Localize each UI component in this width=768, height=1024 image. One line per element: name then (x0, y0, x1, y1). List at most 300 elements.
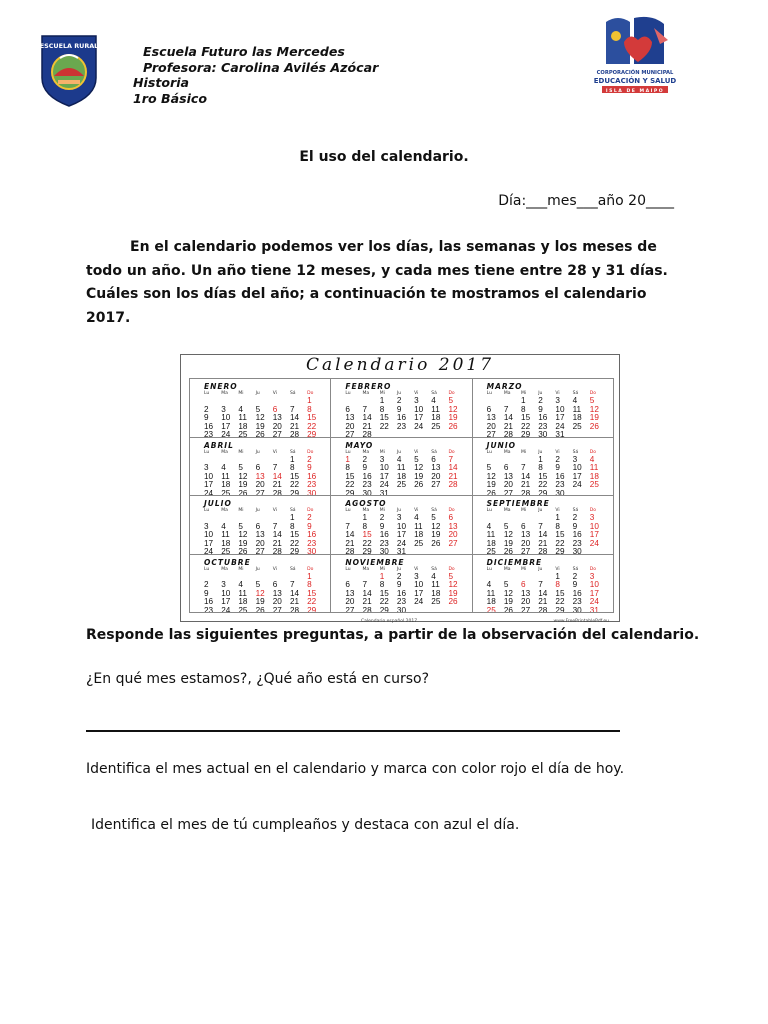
calendar-day: 2 (307, 513, 312, 522)
calendar-day: 4 (431, 571, 436, 581)
calendar-day: 7 (448, 454, 454, 464)
calendar-day: 2 (538, 396, 543, 405)
calendar-day: 27 (272, 605, 282, 613)
calendar-day: 3 (589, 571, 595, 581)
question-2: Identifica el mes actual en el calendario y marca con color rojo el día de hoy. (86, 761, 625, 777)
calendar-day: 12 (448, 580, 458, 590)
calendar-day: 27 (503, 488, 513, 496)
weekday-header: Mi (238, 449, 244, 455)
calendar-day: 9 (307, 463, 312, 473)
calendar-day: 6 (255, 521, 261, 531)
weekday-header: Lu (345, 566, 351, 572)
calendar-day: 18 (414, 530, 424, 540)
weekday-header: Ju (538, 508, 543, 513)
calendar-day: 28 (362, 430, 372, 438)
calendar-day: 3 (379, 454, 385, 464)
calendar-day: 18 (589, 471, 599, 481)
calendar-day: 18 (486, 597, 496, 607)
calendar-day: 10 (589, 580, 599, 590)
weekday-header: Lu (486, 566, 492, 572)
calendar-day: 24 (204, 547, 214, 555)
calendar-day: 21 (503, 421, 513, 431)
calendar-day: 14 (448, 463, 458, 473)
month-name: OCTUBRE (204, 557, 251, 567)
weekday-header: Lu (345, 449, 351, 455)
school-logo (40, 34, 98, 108)
weekday-header: Do (307, 391, 314, 396)
calendar-day: 27 (255, 547, 265, 555)
calendar-day: 26 (255, 605, 265, 613)
calendar-day: 18 (431, 588, 441, 598)
calendar-day: 13 (486, 413, 496, 423)
calendar-day: 9 (362, 463, 368, 473)
calendar-day: 20 (486, 421, 496, 431)
question-1: ¿En qué mes estamos?, ¿Qué año está en curso? (86, 671, 430, 687)
question-3: Identifica el mes de tú cumpleaños y destaca con azul el día. (91, 817, 520, 833)
weekday-header: Lu (204, 391, 210, 396)
calendar-day: 21 (272, 480, 282, 490)
calendar-day: 8 (345, 463, 350, 473)
calendar-day: 25 (414, 538, 424, 548)
weekday-header: Ju (255, 391, 260, 396)
calendar-month (190, 555, 331, 614)
weekday-header: Vi (555, 508, 560, 513)
calendar-day: 27 (255, 488, 265, 496)
calendar-day: 31 (379, 488, 389, 496)
calendar-day: 14 (538, 588, 548, 598)
calendar-day: 23 (572, 538, 582, 548)
calendar-day: 24 (555, 421, 565, 431)
weekday-header: Lu (486, 508, 492, 513)
weekday-header: Vi (414, 566, 419, 572)
calendar-day: 14 (272, 530, 282, 540)
calendar-day: 11 (572, 404, 582, 414)
date-line: Día:___mes___año 20____ (498, 193, 674, 209)
calendar-day: 28 (503, 430, 513, 438)
calendar-day: 26 (503, 605, 513, 613)
grade: 1ro Básico (133, 90, 208, 106)
weekday-header: Lu (486, 449, 492, 455)
calendar-day: 9 (379, 521, 385, 531)
calendar-day: 2 (362, 454, 368, 464)
calendar-day: 8 (307, 580, 312, 590)
calendar-day: 1 (555, 571, 560, 581)
school-name: Escuela Futuro las Mercedes (143, 44, 345, 59)
calendar-day: 17 (414, 413, 424, 423)
calendar-day: 8 (555, 521, 560, 531)
calendar-day: 16 (307, 530, 317, 540)
calendar-month (190, 379, 331, 438)
weekday-header: Do (448, 449, 455, 455)
calendar-day: 11 (431, 580, 440, 590)
calendar-title: Calendario 2017 (305, 355, 495, 375)
calendar-day: 23 (555, 480, 565, 490)
calendar-day: 27 (521, 547, 531, 555)
calendar-day: 9 (538, 404, 543, 414)
month-name: ENERO (204, 382, 238, 391)
calendar-day: 11 (414, 521, 423, 531)
calendar-day: 19 (503, 597, 513, 607)
weekday-header: Mi (238, 508, 244, 513)
calendar-day: 20 (448, 530, 458, 540)
weekday-header: Vi (414, 391, 419, 396)
calendar-day: 11 (238, 413, 247, 423)
calendar-day: 12 (431, 521, 441, 531)
calendar-footer-center: Calendario español 2017 (361, 619, 418, 624)
calendar-day: 30 (538, 430, 548, 438)
calendar-day: 25 (238, 430, 248, 438)
week-row (345, 607, 465, 613)
month-name: MAYO (345, 440, 374, 450)
calendar-empty-cell (431, 607, 448, 613)
calendar-day: 27 (486, 430, 496, 438)
calendar-day: 12 (503, 588, 513, 598)
calendar-day: 7 (345, 521, 350, 531)
calendar-day: 28 (345, 547, 355, 555)
calendar-day: 14 (538, 530, 548, 540)
calendar-day: 30 (307, 547, 317, 555)
calendar-day: 21 (272, 538, 282, 548)
calendar-day: 1 (289, 454, 295, 464)
calendar-day: 30 (362, 488, 372, 496)
weekday-header: Ju (396, 391, 402, 396)
calendar-day: 6 (272, 580, 278, 590)
weekday-header: Vi (414, 508, 419, 513)
calendar-day: 4 (486, 580, 492, 590)
calendar-day: 16 (204, 597, 214, 607)
calendar-day: 5 (414, 454, 419, 464)
calendar-day: 25 (221, 547, 231, 555)
calendar-day: 4 (414, 513, 419, 522)
calendar-day: 22 (379, 421, 389, 431)
calendar-day: 14 (362, 413, 372, 423)
calendar-day: 17 (396, 530, 406, 540)
calendar-day: 13 (521, 588, 531, 598)
calendar-day: 9 (555, 463, 560, 473)
calendar-day: 14 (362, 588, 372, 598)
weekday-header: Do (307, 566, 314, 572)
calendar-day: 4 (486, 521, 492, 531)
weekday-header: Sá (431, 566, 437, 572)
calendar-day: 28 (538, 547, 548, 555)
calendar-day: 17 (221, 597, 231, 607)
calendar-day: 20 (521, 597, 531, 607)
weekday-header: Mi (238, 391, 244, 396)
calendar-day: 15 (307, 413, 317, 423)
calendar-day: 27 (448, 538, 458, 548)
calendar-day: 3 (396, 513, 402, 522)
calendar-day: 21 (362, 421, 372, 431)
weekday-header: Do (589, 508, 596, 513)
weekday-header: Mi (379, 508, 385, 513)
weekday-header: Ma (221, 449, 228, 455)
calendar-day: 9 (572, 580, 578, 590)
calendar-day: 20 (503, 480, 513, 490)
calendar-day: 24 (396, 538, 406, 548)
calendar-day: 8 (555, 580, 560, 590)
calendar-day: 25 (238, 605, 248, 613)
calendar-day: 11 (238, 588, 247, 598)
calendar-month (473, 438, 614, 497)
calendar-day: 19 (414, 471, 424, 481)
calendar-day: 22 (379, 597, 389, 607)
calendar-grid (189, 378, 614, 613)
week-row (487, 607, 607, 613)
calendar-day: 2 (572, 513, 578, 522)
calendar-day: 15 (521, 413, 531, 423)
calendar-day: 23 (204, 430, 214, 438)
calendar-day: 30 (572, 547, 582, 555)
calendar-day: 17 (572, 471, 582, 481)
calendar-day: 3 (414, 396, 419, 405)
calendar-day: 23 (396, 597, 406, 607)
weekday-header: Mi (521, 566, 527, 572)
calendar-day: 26 (448, 597, 458, 607)
month-name: AGOSTO (345, 499, 387, 508)
month-name: FEBRERO (345, 382, 392, 391)
calendar-day: 19 (448, 413, 458, 423)
calendar-day: 19 (431, 530, 441, 540)
calendar-day: 2 (396, 396, 402, 405)
month-name: DICIEMBRE (486, 557, 543, 567)
weekday-header: Mi (238, 566, 244, 572)
month-name: MARZO (486, 382, 523, 391)
weekday-header: Vi (272, 566, 277, 572)
weekday-header: Do (448, 508, 455, 513)
calendar-day: 15 (362, 530, 372, 540)
calendar-day: 4 (431, 396, 436, 405)
calendar-day: 24 (414, 597, 424, 607)
weekday-header: Vi (272, 391, 277, 396)
calendar-day: 7 (272, 521, 278, 531)
calendar-day: 2 (204, 580, 209, 590)
calendar-day: 1 (307, 571, 312, 581)
calendar-day: 15 (289, 530, 300, 540)
calendar-day: 2 (379, 513, 385, 522)
calendar-day: 18 (238, 421, 248, 431)
calendar-day: 1 (521, 396, 526, 405)
calendar-day: 19 (238, 480, 248, 490)
calendar-day: 7 (503, 404, 509, 414)
calendar-day: 28 (289, 605, 300, 613)
calendar-day: 14 (521, 471, 531, 481)
calendar-day: 16 (204, 421, 214, 431)
calendar-day: 16 (538, 413, 548, 423)
calendar-day: 4 (221, 521, 226, 531)
calendar-day: 6 (521, 521, 526, 531)
calendar-day: 12 (414, 463, 424, 473)
calendar-day: 24 (572, 480, 582, 490)
calendar-day: 2 (307, 454, 312, 464)
calendar-day: 6 (521, 580, 526, 590)
calendar-day: 23 (307, 538, 317, 548)
calendar-day: 9 (396, 580, 402, 590)
calendar-day: 6 (272, 404, 278, 414)
calendar-day: 21 (538, 538, 548, 548)
calendar-month (331, 496, 472, 555)
calendar-day: 26 (414, 480, 424, 490)
calendar-day: 14 (345, 530, 355, 540)
calendar-day: 12 (503, 530, 513, 540)
calendar-day: 21 (448, 471, 458, 481)
weekday-header: Vi (272, 449, 277, 455)
weekday-header: Ma (503, 508, 511, 513)
weekday-header: Sá (431, 508, 437, 513)
calendar-day: 15 (538, 471, 548, 481)
calendar-month (331, 379, 472, 438)
calendar-day: 24 (221, 605, 231, 613)
calendar-day: 13 (255, 530, 265, 540)
weekday-header: Lu (345, 391, 351, 396)
calendar-day: 1 (555, 513, 560, 522)
calendar-day: 13 (503, 471, 513, 481)
subject: Historia (133, 75, 190, 90)
calendar-day: 28 (272, 488, 282, 496)
calendar-day: 4 (221, 463, 226, 473)
calendar-day: 9 (204, 588, 209, 598)
calendar-day: 26 (255, 430, 265, 438)
calendar-day: 29 (521, 430, 531, 438)
calendar-day: 9 (572, 521, 578, 531)
calendar-day: 3 (221, 580, 226, 590)
calendar-day: 31 (555, 430, 565, 438)
calendar-day: 16 (396, 413, 406, 423)
calendar-day: 5 (589, 396, 595, 405)
calendar-footer-url: www.FreePrintablePdf.eu (553, 619, 609, 624)
weekday-header: Lu (204, 508, 210, 513)
calendar-day: 3 (572, 454, 578, 464)
weekday-header: Ma (503, 449, 511, 455)
weekday-header: Vi (555, 449, 560, 455)
calendar-day: 17 (204, 480, 214, 490)
weekday-header: Ju (538, 449, 543, 455)
calendar-2017-image (180, 354, 620, 622)
calendar-day: 30 (572, 605, 582, 613)
weekday-header: Ma (362, 391, 370, 396)
calendar-day: 17 (379, 471, 389, 481)
calendar-day: 24 (589, 597, 599, 607)
calendar-day: 25 (396, 480, 406, 490)
calendar-day: 4 (238, 404, 243, 414)
calendar-month (473, 496, 614, 555)
calendar-day: 27 (431, 480, 441, 490)
weekday-header: Do (589, 391, 596, 396)
calendar-day: 10 (555, 404, 565, 414)
weekday-header: Ma (362, 566, 370, 572)
calendar-day: 5 (448, 396, 454, 405)
calendar-day: 6 (503, 463, 509, 473)
calendar-day: 11 (589, 463, 599, 473)
weekday-header: Ju (538, 566, 543, 572)
calendar-day: 7 (538, 580, 543, 590)
calendar-day: 30 (379, 547, 389, 555)
calendar-day: 29 (555, 547, 565, 555)
calendar-day: 24 (589, 538, 599, 548)
page-title: El uso del calendario. (299, 149, 469, 165)
calendar-day: 5 (238, 521, 243, 531)
calendar-day: 6 (345, 580, 350, 590)
calendar-day: 30 (307, 488, 317, 496)
calendar-day: 8 (289, 463, 295, 473)
calendar-day: 29 (289, 547, 300, 555)
calendar-day: 21 (521, 480, 531, 490)
calendar-day: 19 (503, 538, 513, 548)
weekday-header: Do (307, 508, 314, 513)
weekday-header: Ju (255, 566, 260, 572)
weekday-header: Do (448, 391, 455, 396)
weekday-header: Mi (521, 449, 527, 455)
calendar-day: 14 (503, 413, 513, 423)
calendar-day: 14 (289, 413, 300, 423)
calendar-day: 22 (289, 480, 300, 490)
calendar-day: 26 (448, 421, 458, 431)
calendar-day: 15 (555, 530, 565, 540)
calendar-day: 29 (555, 605, 565, 613)
weekday-header: Ju (255, 508, 260, 513)
calendar-day: 13 (272, 413, 282, 423)
calendar-day: 25 (589, 480, 599, 490)
weekday-header: Ju (255, 449, 260, 455)
month-name: JUNIO (486, 440, 516, 450)
calendar-day: 31 (589, 605, 599, 613)
calendar-day: 9 (307, 521, 312, 531)
calendar-day: 4 (589, 454, 595, 464)
calendar-day: 12 (589, 404, 599, 414)
calendar-month (331, 438, 472, 497)
intro-text: En el calendario podemos ver los días, las semanas y los meses de todo un año. Un año tiene 12 meses, y cada mes tiene entre 28 y 31 días. Cuáles son los días del año; a continuación te mostramos el calendario 2017. (86, 239, 668, 326)
weekday-header: Ju (396, 566, 402, 572)
calendar-month (473, 555, 614, 614)
calendar-day: 18 (431, 413, 441, 423)
calendar-day: 17 (555, 413, 565, 423)
calendar-day: 6 (345, 404, 350, 414)
weekday-header: Ma (221, 391, 228, 396)
teacher-name: Profesora: Carolina Avilés Azócar (143, 59, 379, 75)
calendar-day: 10 (204, 530, 214, 540)
questions-heading: Responde las siguientes preguntas, a partir de la observación del calendario. (86, 627, 700, 643)
calendar-month (473, 379, 614, 438)
calendar-day: 6 (431, 454, 436, 464)
calendar-day: 25 (572, 421, 582, 431)
weekday-header: Ju (538, 391, 543, 396)
calendar-day: 23 (396, 421, 406, 431)
calendar-day: 16 (307, 471, 317, 481)
calendar-day: 13 (255, 471, 265, 481)
calendar-month (331, 555, 472, 614)
calendar-day: 12 (238, 530, 248, 540)
calendar-day: 22 (289, 538, 300, 548)
weekday-header: Do (307, 449, 314, 455)
calendar-day: 22 (538, 480, 548, 490)
calendar-day: 14 (272, 471, 282, 481)
calendar-day: 17 (221, 421, 231, 431)
calendar-day: 25 (431, 421, 441, 431)
calendar-day: 16 (555, 471, 565, 481)
calendar-day: 12 (255, 588, 265, 598)
weekday-header: Vi (555, 391, 560, 396)
calendar-day: 10 (414, 404, 424, 414)
answer-line[interactable] (86, 730, 620, 732)
weekday-header: Ma (221, 566, 228, 572)
month-name: JULIO (204, 499, 232, 508)
calendar-day: 22 (362, 538, 372, 548)
calendar-day: 23 (379, 538, 389, 548)
calendar-day: 23 (204, 605, 214, 613)
calendar-day: 5 (431, 513, 436, 522)
calendar-day: 23 (307, 480, 317, 490)
calendar-day: 7 (289, 580, 295, 590)
calendar-empty-cell (414, 607, 431, 613)
